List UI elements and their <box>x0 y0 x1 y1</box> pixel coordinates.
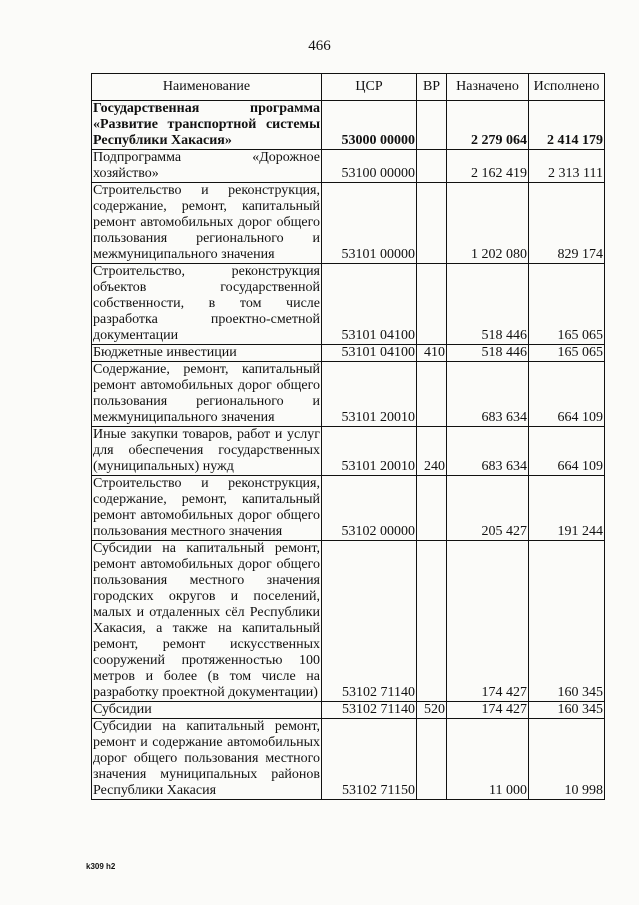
table-row <box>92 476 605 541</box>
row-name: Бюджетные инвестиции <box>92 345 322 362</box>
row-vr: 410 <box>417 345 447 362</box>
table-row <box>92 150 605 183</box>
page-number: 466 <box>308 38 331 54</box>
table-row <box>92 345 605 362</box>
header-vr: ВР <box>417 74 447 101</box>
header-executed: Исполнено <box>529 74 605 101</box>
row-planned: 11 000 <box>447 719 529 800</box>
row-planned: 2 162 419 <box>447 150 529 183</box>
row-name: Субсидии на капитальный ремонт, ремонт и содержание автомобильных дорог общего пользования местного значения муниципальных районов Республики Хакасия <box>93 719 320 798</box>
row-vr: 240 <box>417 427 447 476</box>
row-planned: 2 279 064 <box>447 101 529 150</box>
row-name: Строительство и реконструкция, содержание, ремонт, капитальный ремонт автомобильных дорог общего пользования регионального и межмуниципального значения <box>93 183 320 262</box>
row-csr: 53102 71140 <box>322 541 417 702</box>
row-executed: 664 109 <box>529 427 605 476</box>
budget-table <box>91 73 605 800</box>
row-name: Субсидии на капитальный ремонт, ремонт автомобильных дорог общего пользования местного значения городских округов и поселений, малых и отдаленных сёл Республики Хакасия, а также на капитальный ремонт, ремонт искусственных сооружений протяженностью 100 метров и более (в том числе на разработку проектной документации) <box>93 541 320 700</box>
row-vr <box>417 476 447 541</box>
row-vr <box>417 101 447 150</box>
row-executed: 10 998 <box>529 719 605 800</box>
header-name: Наименование <box>92 74 322 101</box>
row-vr: 520 <box>417 702 447 719</box>
table-row <box>92 719 605 800</box>
row-csr: 53102 71150 <box>322 719 417 800</box>
row-csr: 53101 20010 <box>322 427 417 476</box>
row-name: Государственная программа «Развитие транспортной системы Республики Хакасия» <box>93 101 320 148</box>
header-csr: ЦСР <box>322 74 417 101</box>
row-executed: 2 414 179 <box>529 101 605 150</box>
row-csr: 53102 71140 <box>322 702 417 719</box>
row-executed: 160 345 <box>529 702 605 719</box>
document-code: k309 h2 <box>86 862 116 871</box>
row-executed: 165 065 <box>529 264 605 345</box>
row-csr: 53000 00000 <box>322 101 417 150</box>
row-csr: 53102 00000 <box>322 476 417 541</box>
row-executed: 664 109 <box>529 362 605 427</box>
row-name: Иные закупки товаров, работ и услуг для обеспечения государственных (муниципальных) нужд <box>93 427 320 474</box>
row-executed: 160 345 <box>529 541 605 702</box>
header-planned: Назначено <box>447 74 529 101</box>
row-vr <box>417 541 447 702</box>
table-row <box>92 264 605 345</box>
row-name: Строительство и реконструкция, содержание, ремонт, капитальный ремонт автомобильных дорог общего пользования местного значения <box>93 476 320 539</box>
row-planned: 174 427 <box>447 702 529 719</box>
table-row <box>92 427 605 476</box>
table-row <box>92 702 605 719</box>
row-planned: 205 427 <box>447 476 529 541</box>
row-vr <box>417 264 447 345</box>
row-csr: 53100 00000 <box>322 150 417 183</box>
table-row <box>92 101 605 150</box>
row-executed: 165 065 <box>529 345 605 362</box>
row-executed: 829 174 <box>529 183 605 264</box>
row-name: Содержание, ремонт, капитальный ремонт автомобильных дорог общего пользования регионального и межмуниципального значения <box>93 362 320 425</box>
row-name: Субсидии <box>92 702 322 719</box>
row-vr <box>417 150 447 183</box>
row-planned: 683 634 <box>447 362 529 427</box>
row-vr <box>417 719 447 800</box>
row-planned: 518 446 <box>447 345 529 362</box>
row-planned: 174 427 <box>447 541 529 702</box>
table-row <box>92 362 605 427</box>
row-csr: 53101 04100 <box>322 264 417 345</box>
row-csr: 53101 04100 <box>322 345 417 362</box>
row-planned: 518 446 <box>447 264 529 345</box>
table-row <box>92 183 605 264</box>
row-planned: 683 634 <box>447 427 529 476</box>
row-planned: 1 202 080 <box>447 183 529 264</box>
row-executed: 191 244 <box>529 476 605 541</box>
row-vr <box>417 362 447 427</box>
row-name: Строительство, реконструкция объектов государственной собственности, в том числе разработка проектно-сметной документации <box>93 264 320 343</box>
table-row <box>92 541 605 702</box>
row-executed: 2 313 111 <box>529 150 605 183</box>
row-csr: 53101 00000 <box>322 183 417 264</box>
row-vr <box>417 183 447 264</box>
table-header-row <box>92 74 605 101</box>
row-name: Подпрограмма «Дорожное хозяйство» <box>93 150 320 181</box>
row-csr: 53101 20010 <box>322 362 417 427</box>
